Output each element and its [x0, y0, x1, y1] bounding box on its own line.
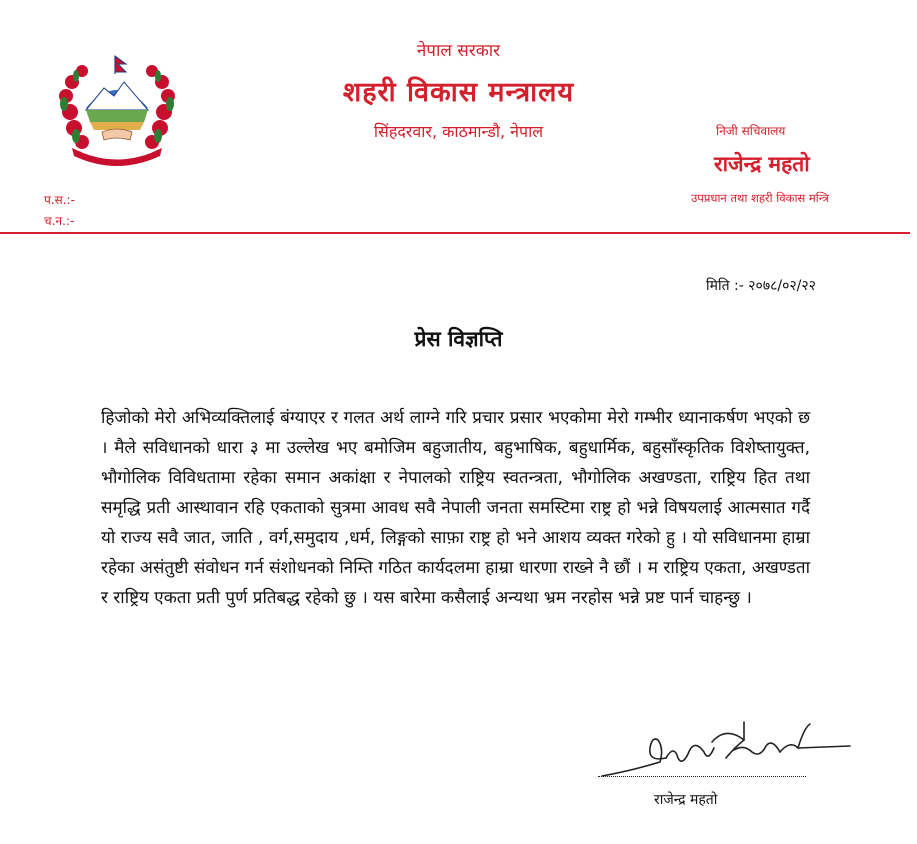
dispatch-number-label: च.न.:- — [44, 214, 75, 228]
header-divider — [0, 232, 910, 234]
nepal-emblem-icon — [52, 52, 182, 174]
handwritten-signature — [594, 718, 852, 784]
government-name: नेपाल सरकार — [416, 41, 501, 61]
minister-name: राजेन्द्र महतो — [714, 152, 810, 176]
document-body: हिजोको मेरो अभिव्यक्तिलाई बंग्याएर र गलत अर्थ लाग्ने गरि प्रचार प्रसार भएकोमा मेरो गम्भीर ध्यानाकर्षण भएको छ । मैले सविधानको धारा ३ मा उल्लेख भए बमोजिम बहुजातीय, बहुभाषिक, बहुधार्मिक, बहुसाँस्कृतिक विशेष्तायुक्त, भौगोलिक विविधतामा रहेका समान अकांक्षा र नेपालको राष्ट्रिय स्वतन्त्रता, भौगोलिक अखण्डता, राष्ट्रिय हित तथा समृद्धि प्रती आस्थावान रहि एकताको सुत्रमा आवध सवै नेपाली जनता समस्टिमा राष्ट्र हो भन्ने विषयलाई आत्मसात गर्दै यो राज्य सवै जात, जाति , वर्ग,समुदाय ,धर्म, लिङ्गको साफ़ा राष्ट्र हो भने आशय व्यक्त गरेको हु । यो सविधानमा हाम्रा रहेका असंतुष्टी संवोधन गर्न संशोधनको निम्ति गठित कार्यदलमा हाम्रा धारणा राख्ने नै छौं । म राष्ट्रिय एकता, अखण्डता र राष्ट्रिय एकता प्रती पुर्ण प्रतिबद्ध रहेको छु । यस बारेमा कसैलाई अन्यथा भ्रम नरहोस भन्ने प्रष्ट पार्न चाहन्छु । — [101, 408, 810, 608]
document-title: प्रेस विज्ञप्ति — [414, 327, 503, 351]
ministry-address: सिंहदरवार, काठमान्डौ, नेपाल — [373, 122, 544, 141]
ministry-name: शहरी विकास मन्त्रालय — [342, 77, 575, 108]
office-label: निजी सचिवालय — [716, 124, 786, 138]
minister-title: उपप्रधान तथा शहरी विकास मन्त्रि — [691, 191, 829, 205]
signature-line — [598, 776, 806, 777]
document-date: मिति :- २०७८/०२/२२ — [706, 278, 816, 294]
reference-number-label: प.स.:- — [44, 193, 75, 207]
signer-name: राजेन्द्र महतो — [654, 792, 718, 808]
